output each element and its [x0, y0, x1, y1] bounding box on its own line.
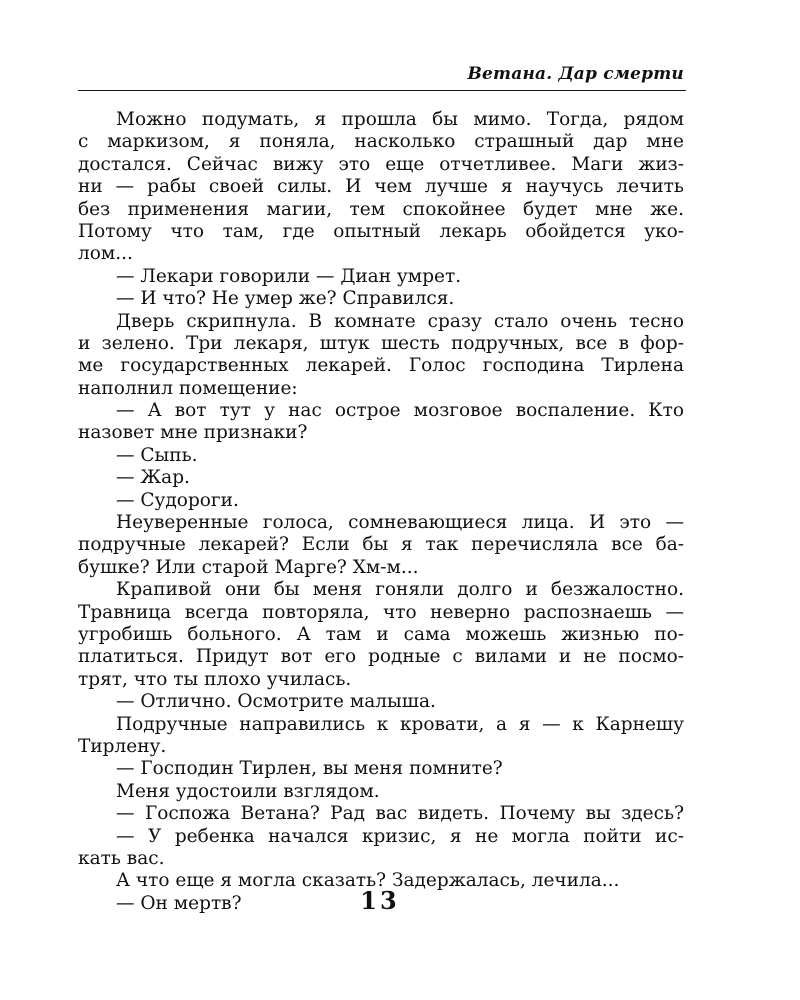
- text-line: — И что? Не умер же? Справился.: [116, 288, 455, 310]
- text-line: А что еще я могла сказать? Задержалась, лечила...: [116, 870, 620, 892]
- text-line: достался. Сейчас вижу это еще отчетливее. Маги жиз-: [78, 153, 684, 175]
- text-line: — Он мертв?: [116, 892, 242, 914]
- text-line: Потому что там, где опытный лекарь обойдется уко-: [78, 220, 684, 242]
- text-body: [78, 109, 684, 915]
- text-line: Меня удостоили взглядом.: [116, 780, 380, 802]
- text-line: Дверь скрипнула. В комнате сразу стало очень тесно: [116, 310, 684, 332]
- running-header: Ветана. Дар смерти: [467, 64, 684, 84]
- text-line: — Жар.: [116, 467, 190, 489]
- text-line: без применения магии, тем спокойнее будет мне же.: [78, 198, 684, 220]
- text-line: наполнил помещение:: [78, 377, 298, 399]
- text-line: с маркизом, я поняла, насколько страшный дар мне: [78, 131, 684, 153]
- text-line: — Лекари говорили — Диан умрет.: [116, 265, 462, 287]
- text-line: кать вас.: [78, 847, 165, 869]
- text-line: Неуверенные голоса, сомневающиеся лица. И это —: [116, 512, 684, 534]
- text-line: и зелено. Три лекаря, штук шесть подручных, все в фор-: [78, 332, 684, 354]
- text-line: — Судороги.: [116, 489, 239, 511]
- text-line: Можно подумать, я прошла бы мимо. Тогда, рядом: [116, 109, 684, 130]
- text-line: подручные лекарей? Если бы я так перечисляла все ба-: [78, 534, 684, 556]
- text-line: — Отлично. Осмотрите малыша.: [116, 691, 436, 713]
- text-line: платиться. Придут вот его родные с вилами и не посмо-: [78, 646, 684, 668]
- text-line: угробишь больного. А там и сама можешь жизнью по-: [78, 623, 684, 645]
- text-line: Травница всегда повторяла, что неверно распознаешь —: [78, 601, 684, 623]
- page-number: 13: [360, 886, 400, 915]
- text-line: Тирлену.: [78, 735, 167, 757]
- text-line: ме государственных лекарей. Голос господина Тирлена: [78, 355, 684, 377]
- text-line: Крапивой они бы меня гоняли долго и безжалостно.: [116, 579, 684, 601]
- text-line: лом...: [78, 243, 133, 265]
- text-line: Подручные направились к кровати, а я — к Карнешу: [116, 713, 684, 735]
- text-line: — Сыпь.: [116, 444, 198, 466]
- header-rule: [78, 90, 686, 91]
- text-line: бушке? Или старой Марге? Хм-м...: [78, 556, 419, 578]
- text-line: — Госпожа Ветана? Рад вас видеть. Почему вы здесь?: [116, 803, 684, 825]
- text-line: ни — рабы своей силы. И чем лучше я научусь лечить: [78, 176, 684, 198]
- text-line: — А вот тут у нас острое мозговое воспаление. Кто: [116, 400, 684, 422]
- text-line: — Господин Тирлен, вы меня помните?: [116, 758, 503, 780]
- text-line: — У ребенка начался кризис, я не могла пойти ис-: [116, 825, 684, 847]
- text-line: назовет мне признаки?: [78, 422, 308, 444]
- text-line: трят, что ты плохо училась.: [78, 668, 352, 690]
